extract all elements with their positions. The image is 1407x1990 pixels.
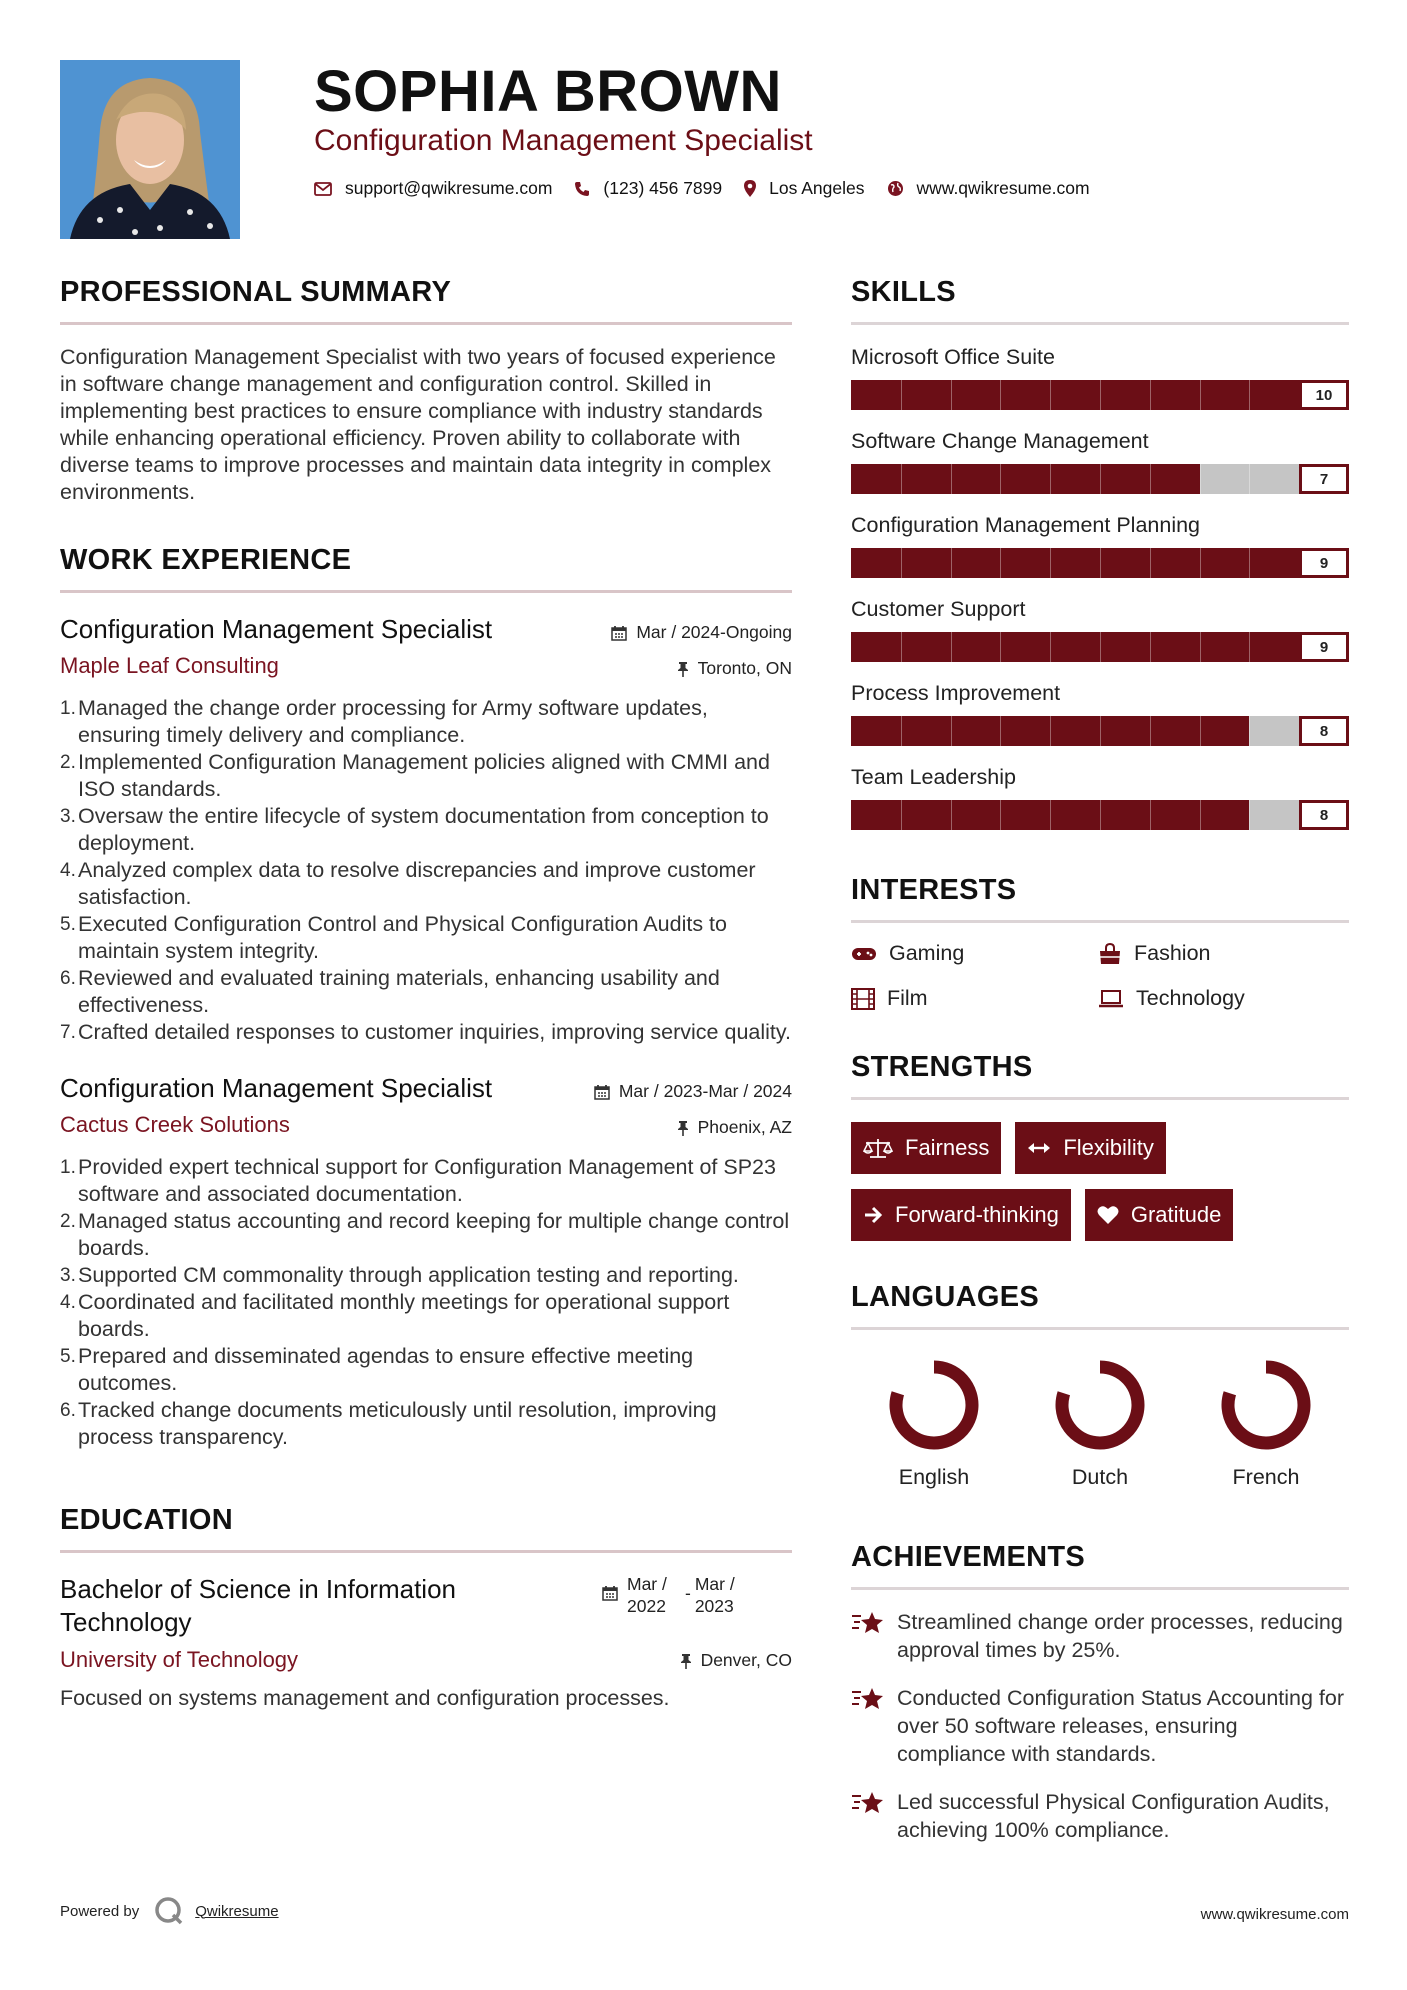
job-location xyxy=(677,1117,792,1138)
skills-list xyxy=(851,345,1349,830)
education-end: Mar / 2023 xyxy=(694,1574,735,1616)
section-divider xyxy=(851,1587,1349,1590)
skill-bar-segment-divider xyxy=(1150,800,1151,830)
education-description: Focused on systems management and configuration processes. xyxy=(60,1686,670,1710)
skill-bar-segment-divider xyxy=(1150,716,1151,746)
experience-section xyxy=(60,544,792,1451)
calendar-icon xyxy=(611,625,627,641)
skill-score: 7 xyxy=(1299,464,1349,494)
section-divider xyxy=(851,1327,1349,1330)
list-item: Tracked change documents meticulously until resolution, improving process transparency. xyxy=(78,1398,717,1449)
film-icon xyxy=(851,988,875,1010)
skill-bar-segment-divider xyxy=(901,800,902,830)
skill-bar-segment-divider xyxy=(951,464,952,494)
calendar-icon xyxy=(594,1084,610,1100)
skill-bar-segment-divider xyxy=(1150,548,1151,578)
globe-icon xyxy=(887,180,904,197)
strengths-list xyxy=(851,1122,1349,1256)
skill-bar-segment-divider xyxy=(1249,548,1250,578)
job-dates xyxy=(611,622,792,643)
achievement-text: Streamlined change order processes, reducing approval times by 25%. xyxy=(897,1610,1343,1662)
strength-badge xyxy=(851,1122,1001,1174)
arrows-horizontal-icon xyxy=(1027,1141,1051,1155)
achievement-item xyxy=(851,1608,1349,1664)
achievement-item xyxy=(851,1684,1349,1768)
skill-bar-segment-divider xyxy=(1200,716,1201,746)
skill-item xyxy=(851,345,1349,410)
skill-bar-segment-divider xyxy=(1200,800,1201,830)
achievements-section xyxy=(851,1541,1349,1844)
shooting-star-icon xyxy=(851,1686,885,1712)
skill-bar-segment-divider xyxy=(1000,632,1001,662)
skill-bar-segment-divider xyxy=(1100,464,1101,494)
pin-icon xyxy=(677,661,689,677)
list-item: Managed the change order processing for Army software updates, ensuring timely delivery and compliance. xyxy=(78,696,708,747)
strengths-heading: STRENGTHS xyxy=(851,1051,1033,1083)
skill-name: Team Leadership xyxy=(851,765,1016,789)
list-item: Supported CM commonality through application testing and reporting. xyxy=(78,1263,739,1287)
strength-label: Flexibility xyxy=(1063,1135,1154,1160)
education-section xyxy=(60,1504,792,1712)
skill-bar-segment-divider xyxy=(1150,464,1151,494)
skill-bar-segment-divider xyxy=(1050,464,1051,494)
contact-phone-text: (123) 456 7899 xyxy=(603,178,723,198)
skill-bar-segment-divider xyxy=(1249,464,1250,494)
job-entry xyxy=(60,614,792,1046)
strength-label: Forward-thinking xyxy=(895,1202,1059,1227)
skill-bar-segment-divider xyxy=(1100,632,1101,662)
strength-label: Fairness xyxy=(905,1135,990,1160)
language-gauge-arc xyxy=(1062,1367,1138,1443)
section-divider xyxy=(851,920,1349,923)
contact-phone[interactable] xyxy=(574,178,722,199)
job-title: Configuration Management Specialist xyxy=(60,614,493,644)
skill-bar-segment-divider xyxy=(951,632,952,662)
skill-bar-segment-divider xyxy=(1249,716,1250,746)
skill-bar-segment-divider xyxy=(1000,800,1001,830)
education-location-text: Denver, CO xyxy=(700,1650,792,1670)
skill-bar xyxy=(851,632,1349,662)
strength-label: Gratitude xyxy=(1130,1202,1222,1227)
candidate-name: SOPHIA BROWN xyxy=(314,59,782,124)
job-company: Maple Leaf Consulting xyxy=(60,653,279,678)
language-item xyxy=(1017,1357,1183,1490)
strength-badge xyxy=(1085,1189,1234,1241)
skills-section xyxy=(851,276,1349,830)
duties-list xyxy=(78,695,792,1046)
job-dates-text: Mar / 2024-Ongoing xyxy=(636,622,792,642)
job-location-text: Toronto, ON xyxy=(697,658,792,678)
skill-bar-segment-divider xyxy=(1100,716,1101,746)
skill-bar-segment-divider xyxy=(901,548,902,578)
skill-name: Software Change Management xyxy=(851,429,1149,453)
skill-bar-segment-divider xyxy=(1249,380,1250,410)
map-marker-icon xyxy=(744,180,756,197)
language-gauge xyxy=(1052,1357,1148,1453)
contact-location xyxy=(744,178,864,199)
contact-website[interactable] xyxy=(887,178,1090,199)
interest-item xyxy=(1098,986,1349,1011)
skill-bar-segment-divider xyxy=(951,380,952,410)
contact-location-text: Los Angeles xyxy=(769,178,865,198)
calendar-icon xyxy=(602,1585,618,1601)
section-divider xyxy=(60,590,792,593)
skill-name: Customer Support xyxy=(851,597,1026,621)
footer-powered-by xyxy=(60,1895,279,1927)
skill-bar-fill xyxy=(851,464,1200,494)
list-item: Executed Configuration Control and Physical Configuration Audits to maintain system integrity. xyxy=(78,912,727,963)
achievements-list xyxy=(851,1608,1349,1844)
skill-name: Microsoft Office Suite xyxy=(851,345,1055,369)
job-location xyxy=(677,658,792,679)
language-gauge xyxy=(886,1357,982,1453)
duties-list xyxy=(78,1154,792,1451)
left-column xyxy=(60,276,792,1712)
skills-heading: SKILLS xyxy=(851,276,956,308)
skill-bar-segment-divider xyxy=(951,716,952,746)
skill-bar-fill xyxy=(851,548,1299,578)
list-item: Prepared and disseminated agendas to ensure effective meeting outcomes. xyxy=(78,1344,694,1395)
education-entry xyxy=(60,1573,792,1712)
job-dates xyxy=(594,1081,792,1102)
list-item: Provided expert technical support for Configuration Management of SP23 software and associated documentation. xyxy=(78,1155,776,1206)
skill-item xyxy=(851,429,1349,494)
shooting-star-icon xyxy=(851,1610,885,1636)
skill-item xyxy=(851,597,1349,662)
skill-score: 10 xyxy=(1299,380,1349,410)
section-divider xyxy=(851,1097,1349,1100)
skill-bar-segment-divider xyxy=(901,632,902,662)
skill-bar-segment-divider xyxy=(1000,716,1001,746)
skill-bar xyxy=(851,464,1349,494)
interests-heading: INTERESTS xyxy=(851,874,1017,906)
footer-url[interactable]: www.qwikresume.com xyxy=(1200,1906,1349,1923)
degree-title: Bachelor of Science in Information Technology xyxy=(60,1574,456,1637)
contact-website-text: www.qwikresume.com xyxy=(916,178,1090,198)
list-item: Coordinated and facilitated monthly meetings for operational support boards. xyxy=(78,1290,730,1341)
language-item xyxy=(1183,1357,1349,1490)
strengths-section xyxy=(851,1051,1349,1256)
list-item: Analyzed complex data to resolve discrepancies and improve customer satisfaction. xyxy=(78,858,756,909)
achievements-heading: ACHIEVEMENTS xyxy=(851,1541,1086,1573)
job-location-text: Phoenix, AZ xyxy=(697,1117,792,1137)
right-column xyxy=(851,276,1349,1844)
language-item xyxy=(851,1357,1017,1490)
languages-heading: LANGUAGES xyxy=(851,1281,1039,1313)
skill-bar-segment-divider xyxy=(1000,380,1001,410)
achievement-text: Conducted Configuration Status Accounting for over 50 software releases, ensuring compliance with standards. xyxy=(897,1686,1345,1766)
job-title: Configuration Management Specialist xyxy=(60,1073,493,1103)
language-name: English xyxy=(898,1465,970,1489)
achievement-text: Led successful Physical Configuration Audits, achieving 100% compliance. xyxy=(897,1790,1330,1842)
education-heading: EDUCATION xyxy=(60,1504,233,1536)
pin-icon xyxy=(677,1120,689,1136)
skill-item xyxy=(851,681,1349,746)
experience-heading: WORK EXPERIENCE xyxy=(60,544,352,576)
skill-bar-fill xyxy=(851,632,1299,662)
list-item: Crafted detailed responses to customer inquiries, improving service quality. xyxy=(78,1020,792,1044)
section-divider xyxy=(60,1550,792,1553)
section-divider xyxy=(851,322,1349,325)
skill-bar-segment-divider xyxy=(1100,800,1101,830)
skill-bar-segment-divider xyxy=(1200,380,1201,410)
envelope-icon xyxy=(314,182,332,196)
skill-bar-segment-divider xyxy=(1200,632,1201,662)
skill-score: 9 xyxy=(1299,632,1349,662)
contact-bar xyxy=(314,178,1112,199)
qwikresume-link[interactable]: Qwikresume xyxy=(195,1902,279,1920)
education-location xyxy=(680,1650,792,1671)
heart-icon xyxy=(1097,1205,1119,1225)
skill-bar-segment-divider xyxy=(1249,800,1250,830)
strength-badge xyxy=(1015,1122,1165,1174)
interest-item xyxy=(1098,941,1349,966)
skill-bar-segment-divider xyxy=(1200,548,1201,578)
skill-bar-segment-divider xyxy=(1050,632,1051,662)
skill-item xyxy=(851,765,1349,830)
interest-label: Fashion xyxy=(1134,941,1211,965)
profile-photo xyxy=(60,60,240,239)
skill-bar-segment-divider xyxy=(1100,380,1101,410)
interest-label: Film xyxy=(887,986,928,1010)
skill-bar-segment-divider xyxy=(901,464,902,494)
qwikresume-logo-icon xyxy=(153,1895,185,1927)
summary-text: Configuration Management Specialist with two years of focused experience in software change management and configuration control. Skilled in implementing best practices to ensure compliance with industry standards while enhancing operational efficiency. Proven ability to collaborate with diverse teams to improve processes and maintain data integrity in complex environments. xyxy=(60,345,776,504)
school-name: University of Technology xyxy=(60,1647,299,1672)
strength-badge xyxy=(851,1189,1071,1241)
skill-bar-segment-divider xyxy=(951,548,952,578)
education-start: Mar / 2022 xyxy=(627,1574,667,1616)
skill-bar-segment-divider xyxy=(951,800,952,830)
skill-score: 8 xyxy=(1299,716,1349,746)
list-item: Reviewed and evaluated training materials, enhancing usability and effectiveness. xyxy=(78,966,720,1017)
pin-icon xyxy=(680,1653,692,1669)
interests-section xyxy=(851,874,1349,1011)
skill-bar-segment-divider xyxy=(901,380,902,410)
language-gauge xyxy=(1218,1357,1314,1453)
contact-email-text: support@qwikresume.com xyxy=(345,178,553,198)
arrow-right-icon xyxy=(863,1206,883,1224)
contact-email[interactable] xyxy=(314,178,552,199)
skill-score: 8 xyxy=(1299,800,1349,830)
summary-heading: PROFESSIONAL SUMMARY xyxy=(60,276,452,308)
interest-item xyxy=(851,986,1098,1011)
skill-bar-segment-divider xyxy=(1150,632,1151,662)
interest-item xyxy=(851,941,1098,966)
skill-bar-segment-divider xyxy=(1100,548,1101,578)
gamepad-icon xyxy=(851,946,877,962)
shopping-bag-icon xyxy=(1098,943,1122,965)
skill-bar-segment-divider xyxy=(1150,380,1151,410)
education-dates xyxy=(602,1573,749,1617)
skill-bar-segment-divider xyxy=(1050,548,1051,578)
language-gauge-arc xyxy=(1228,1367,1304,1443)
language-name: French xyxy=(1232,1465,1300,1489)
balance-scale-icon xyxy=(863,1137,893,1159)
powered-by-label: Powered by xyxy=(60,1902,140,1920)
summary-section xyxy=(60,276,792,506)
skill-name: Configuration Management Planning xyxy=(851,513,1201,537)
skill-bar-segment-divider xyxy=(1200,464,1201,494)
language-gauge-arc xyxy=(896,1367,972,1443)
skill-bar-segment-divider xyxy=(1050,380,1051,410)
skill-bar xyxy=(851,716,1349,746)
skill-bar xyxy=(851,800,1349,830)
candidate-title: Configuration Management Specialist xyxy=(314,124,813,157)
skill-item xyxy=(851,513,1349,578)
list-item: Oversaw the entire lifecycle of system documentation from conception to deployment. xyxy=(78,804,769,855)
skill-bar-segment-divider xyxy=(1000,464,1001,494)
interest-label: Gaming xyxy=(889,941,965,965)
laptop-icon xyxy=(1098,990,1124,1008)
skill-bar-segment-divider xyxy=(901,716,902,746)
section-divider xyxy=(60,322,792,325)
list-item: Implemented Configuration Management policies aligned with CMMI and ISO standards. xyxy=(78,750,770,801)
interests-list xyxy=(851,941,1349,1011)
skill-bar-segment-divider xyxy=(1050,716,1051,746)
language-name: Dutch xyxy=(1071,1465,1129,1489)
skill-bar-segment-divider xyxy=(1050,800,1051,830)
skill-bar xyxy=(851,380,1349,410)
languages-section xyxy=(851,1281,1349,1490)
list-item: Managed status accounting and record keeping for multiple change control boards. xyxy=(78,1209,790,1260)
skill-name: Process Improvement xyxy=(851,681,1061,705)
job-entry xyxy=(60,1073,792,1451)
skill-score: 9 xyxy=(1299,548,1349,578)
phone-icon xyxy=(574,181,590,197)
skill-bar xyxy=(851,548,1349,578)
skill-bar-segment-divider xyxy=(1249,632,1250,662)
shooting-star-icon xyxy=(851,1790,885,1816)
skill-bar-segment-divider xyxy=(1000,548,1001,578)
job-company: Cactus Creek Solutions xyxy=(60,1112,290,1137)
job-dates-text: Mar / 2023-Mar / 2024 xyxy=(618,1081,792,1101)
achievement-item xyxy=(851,1788,1349,1844)
languages-list xyxy=(851,1357,1349,1490)
date-separator: - xyxy=(685,1583,691,1603)
interest-label: Technology xyxy=(1136,986,1245,1010)
